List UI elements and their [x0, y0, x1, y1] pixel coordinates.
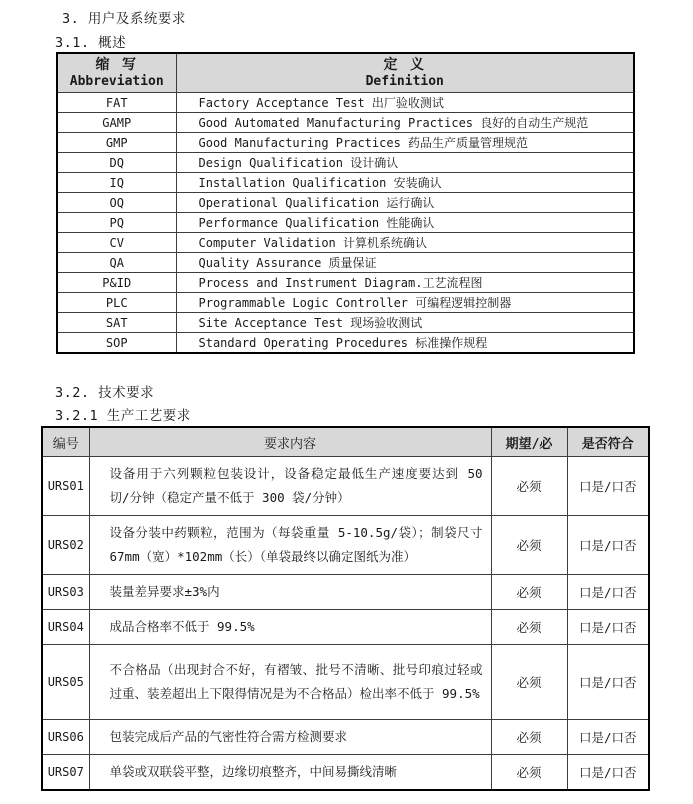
- definition-cell: Operational Qualification 运行确认: [176, 193, 634, 213]
- definition-cell: Quality Assurance 质量保证: [176, 253, 634, 273]
- definition-cell: Process and Instrument Diagram.工艺流程图: [176, 273, 634, 293]
- section-heading-technical: 3.2. 技术要求: [55, 385, 155, 401]
- table-row: [42, 516, 649, 575]
- table-row: [42, 457, 649, 516]
- table-row: [42, 720, 649, 755]
- req-content-cell: 不合格品（出现封合不好，有褶皱、批号不清晰、批号印痕过轻或过重、装差超出上下限得情况是为不合格品）检出率不低于 99.5%: [89, 645, 491, 720]
- requirements-table: [41, 426, 650, 791]
- definition-cell: Programmable Logic Controller 可编程逻辑控制器: [176, 293, 634, 313]
- abbr-cell: GAMP: [57, 113, 176, 133]
- table-row: [57, 193, 634, 213]
- definition-cell: Installation Qualification 安装确认: [176, 173, 634, 193]
- section-heading-overview: 3.1. 概述: [55, 35, 127, 51]
- abbr-cell: FAT: [57, 93, 176, 113]
- req-expectation-cell: 必须: [491, 755, 567, 791]
- req-content-header: 要求内容: [89, 427, 491, 457]
- table-row: [57, 293, 634, 313]
- table-row: [42, 575, 649, 610]
- requirements-table-header-row: [42, 427, 649, 457]
- abbreviation-table-header-row: [57, 53, 634, 93]
- req-compliance-cell: 口是/口否: [567, 575, 649, 610]
- table-row: [57, 173, 634, 193]
- req-id-cell: URS03: [42, 575, 89, 610]
- table-row: [42, 610, 649, 645]
- definition-cell: Design Qualification 设计确认: [176, 153, 634, 173]
- definition-header-en: Definition: [365, 73, 444, 89]
- req-expectation-cell: 必须: [491, 516, 567, 575]
- section-heading-process: 3.2.1 生产工艺要求: [55, 408, 191, 424]
- abbreviation-header-cell: [57, 53, 176, 93]
- definition-cell: Factory Acceptance Test 出厂验收测试: [176, 93, 634, 113]
- definition-header-cell: [176, 53, 634, 93]
- req-compliance-cell: 口是/口否: [567, 645, 649, 720]
- table-row: [57, 313, 634, 333]
- abbr-cell: PLC: [57, 293, 176, 313]
- req-content-cell: 成品合格率不低于 99.5%: [89, 610, 491, 645]
- table-row: [57, 273, 634, 293]
- req-expectation-cell: 必须: [491, 720, 567, 755]
- table-row: [57, 133, 634, 153]
- req-id-cell: URS07: [42, 755, 89, 791]
- req-expectation-cell: 必须: [491, 610, 567, 645]
- abbr-cell: P&ID: [57, 273, 176, 293]
- table-row: [57, 213, 634, 233]
- abbr-cell: QA: [57, 253, 176, 273]
- req-compliance-cell: 口是/口否: [567, 610, 649, 645]
- req-id-header: 编号: [42, 427, 89, 457]
- req-compliance-cell: 口是/口否: [567, 755, 649, 791]
- table-row: [57, 333, 634, 354]
- definition-cell: Standard Operating Procedures 标准操作规程: [176, 333, 634, 354]
- definition-cell: Good Automated Manufacturing Practices 良好的自动生产规范: [176, 113, 634, 133]
- req-id-cell: URS01: [42, 457, 89, 516]
- abbr-cell: IQ: [57, 173, 176, 193]
- req-content-cell: 设备分装中药颗粒，范围为（每袋重量 5-10.5g/袋）；制袋尺寸 67mm（宽）*102mm（长）（单袋最终以确定图纸为准）: [89, 516, 491, 575]
- definition-cell: Good Manufacturing Practices 药品生产质量管理规范: [176, 133, 634, 153]
- req-expectation-cell: 必须: [491, 645, 567, 720]
- abbr-cell: SAT: [57, 313, 176, 333]
- req-id-cell: URS05: [42, 645, 89, 720]
- table-row: [42, 645, 649, 720]
- definition-cell: Site Acceptance Test 现场验收测试: [176, 313, 634, 333]
- table-row: [57, 153, 634, 173]
- req-expectation-cell: 必须: [491, 457, 567, 516]
- req-content-cell: 设备用于六列颗粒包装设计，设备稳定最低生产速度要达到 50 切/分钟（稳定产量不低于 300 袋/分钟）: [89, 457, 491, 516]
- req-id-cell: URS06: [42, 720, 89, 755]
- req-compliance-header: 是否符合: [567, 427, 649, 457]
- req-content-cell: 装量差异要求±3%内: [89, 575, 491, 610]
- req-expectation-cell: 必须: [491, 575, 567, 610]
- abbr-cell: GMP: [57, 133, 176, 153]
- req-id-cell: URS04: [42, 610, 89, 645]
- table-row: [42, 755, 649, 791]
- definition-cell: Computer Validation 计算机系统确认: [176, 233, 634, 253]
- req-id-cell: URS02: [42, 516, 89, 575]
- abbreviation-header-zh: 缩 写: [95, 56, 138, 73]
- abbreviation-table: [56, 52, 635, 354]
- req-compliance-cell: 口是/口否: [567, 516, 649, 575]
- abbr-cell: PQ: [57, 213, 176, 233]
- table-row: [57, 113, 634, 133]
- table-row: [57, 93, 634, 113]
- definition-cell: Performance Qualification 性能确认: [176, 213, 634, 233]
- req-expectation-header: 期望/必: [491, 427, 567, 457]
- abbreviation-header-en: Abbreviation: [69, 73, 164, 89]
- section-heading-users-system: 3. 用户及系统要求: [62, 11, 186, 27]
- abbr-cell: OQ: [57, 193, 176, 213]
- req-compliance-cell: 口是/口否: [567, 720, 649, 755]
- abbr-cell: SOP: [57, 333, 176, 354]
- req-content-cell: 单袋或双联袋平整，边缘切痕整齐，中间易撕线清晰: [89, 755, 491, 791]
- table-row: [57, 233, 634, 253]
- table-row: [57, 253, 634, 273]
- abbr-cell: DQ: [57, 153, 176, 173]
- req-content-cell: 包装完成后产品的气密性符合需方检测要求: [89, 720, 491, 755]
- abbr-cell: CV: [57, 233, 176, 253]
- req-compliance-cell: 口是/口否: [567, 457, 649, 516]
- definition-header-zh: 定 义: [383, 56, 426, 73]
